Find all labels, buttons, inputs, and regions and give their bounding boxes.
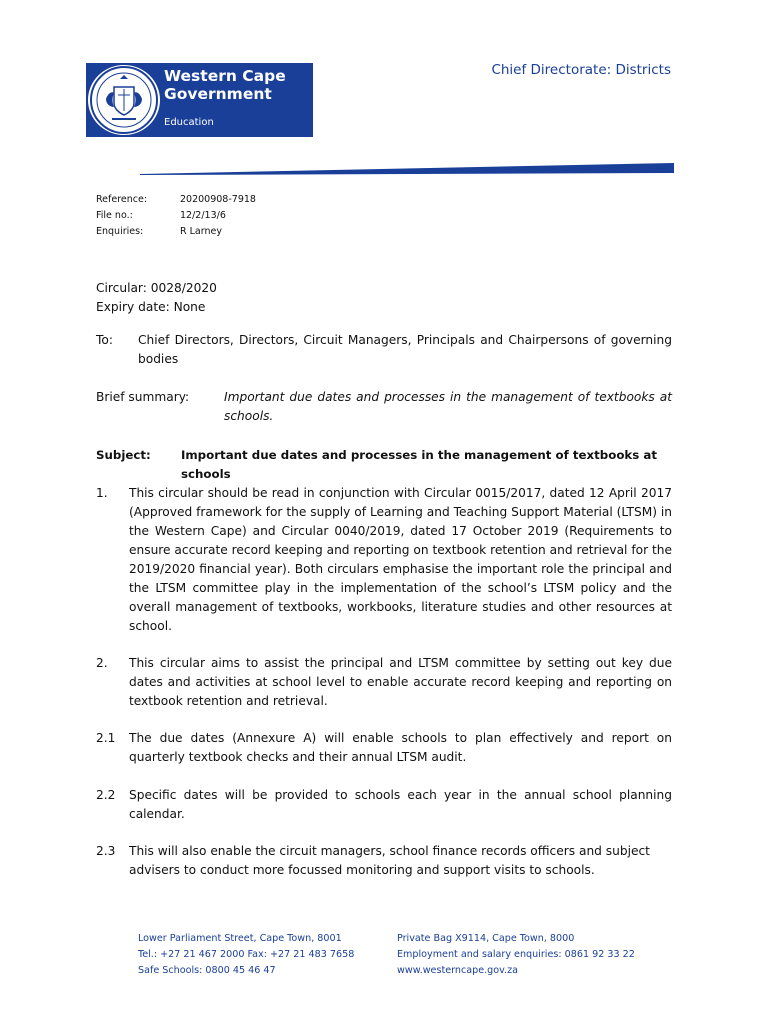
paragraph-number: 2.	[96, 656, 108, 670]
enquiries-row	[96, 224, 256, 240]
subject-value: Important due dates and processes in the management of textbooks at schools	[181, 448, 658, 481]
footer-line: Tel.: +27 21 467 2000 Fax: +27 21 483 7658	[138, 949, 355, 960]
paragraph-number: 2.2	[96, 788, 116, 802]
to-value: Chief Directors, Directors, Circuit Managers, Principals and Chairpersons of governing bodies	[138, 333, 672, 366]
header-rule	[140, 161, 674, 177]
reference-block	[96, 192, 256, 240]
logo-line-2: Government	[164, 85, 272, 103]
meta-value: 20200908-7918	[180, 194, 256, 205]
circular-number: Circular: 0028/2020	[96, 281, 217, 295]
paragraph-text: The due dates (Annexure A) will enable schools to plan effectively and report on quarterly textbook checks and their annual LTSM audit.	[129, 731, 672, 764]
subject-label: Subject:	[96, 448, 151, 462]
footer-contact	[397, 931, 635, 979]
paragraph-2-3	[96, 842, 672, 880]
footer-address	[138, 931, 354, 979]
footer-line: Lower Parliament Street, Cape Town, 8001	[138, 933, 342, 944]
paragraph-1	[96, 484, 672, 636]
to-line	[96, 331, 672, 369]
meta-value: 12/2/13/6	[180, 210, 226, 221]
circular-info	[96, 279, 672, 317]
meta-label: Enquiries:	[96, 226, 144, 237]
reference-row	[96, 192, 256, 208]
paragraph-number: 2.3	[96, 844, 116, 858]
summary-value: Important due dates and processes in the management of textbooks at schools.	[224, 390, 672, 423]
paragraph-2	[96, 654, 672, 711]
file-no-row	[96, 208, 256, 224]
paragraph-number: 2.1	[96, 731, 116, 745]
meta-label: File no.:	[96, 210, 133, 221]
footer-line: Employment and salary enquiries: 0861 92 33 22	[397, 949, 635, 960]
coat-of-arms-icon	[88, 65, 160, 135]
footer-line: Safe Schools: 0800 45 46 47	[138, 965, 276, 976]
paragraph-2-1	[96, 729, 672, 767]
paragraph-2-2	[96, 786, 672, 824]
logo-line-1: Western Cape	[164, 67, 286, 85]
logo-subtitle: Education	[164, 117, 214, 128]
subject-line	[96, 446, 672, 484]
meta-label: Reference:	[96, 194, 148, 205]
paragraph-text: This circular aims to assist the principal and LTSM committee by setting out key due dates and activities at school level to enable accurate record keeping and reporting on textbook retention and retrieval.	[129, 656, 672, 708]
paragraph-text: Specific dates will be provided to schools each year in the annual school planning calendar.	[129, 788, 672, 821]
footer-line: Private Bag X9114, Cape Town, 8000	[397, 933, 575, 944]
paragraph-number: 1.	[96, 486, 108, 500]
to-label: To:	[96, 333, 113, 347]
summary-label: Brief summary:	[96, 390, 190, 404]
footer-website-link[interactable]: www.westerncape.gov.za	[397, 965, 519, 976]
paragraph-text: This will also enable the circuit managers, school finance records officers and subject advisers to conduct more focussed monitoring and support visits to schools.	[129, 844, 650, 877]
directorate-title: Chief Directorate: Districts	[491, 62, 671, 78]
logo-title	[164, 67, 286, 103]
expiry-date: Expiry date: None	[96, 300, 206, 314]
paragraph-text: This circular should be read in conjunction with Circular 0015/2017, dated 12 April 2017 (Approved framework for the supply of Learning and Teaching Support Material (LTSM) in the Western Cape) and Circular 0040/2019, dated 17 October 2019 (Requirements to ensure accurate record keeping and reporting on textbook retention and retrieval for the 2019/2020 financial year). Both circulars emphasise the important role the principal and the LTSM committee play in the implementation of the school’s LTSM policy and the overall management of textbooks, workbooks, literature studies and other resources at school.	[129, 486, 672, 633]
brief-summary	[96, 388, 672, 426]
meta-value: R Larney	[180, 226, 222, 237]
